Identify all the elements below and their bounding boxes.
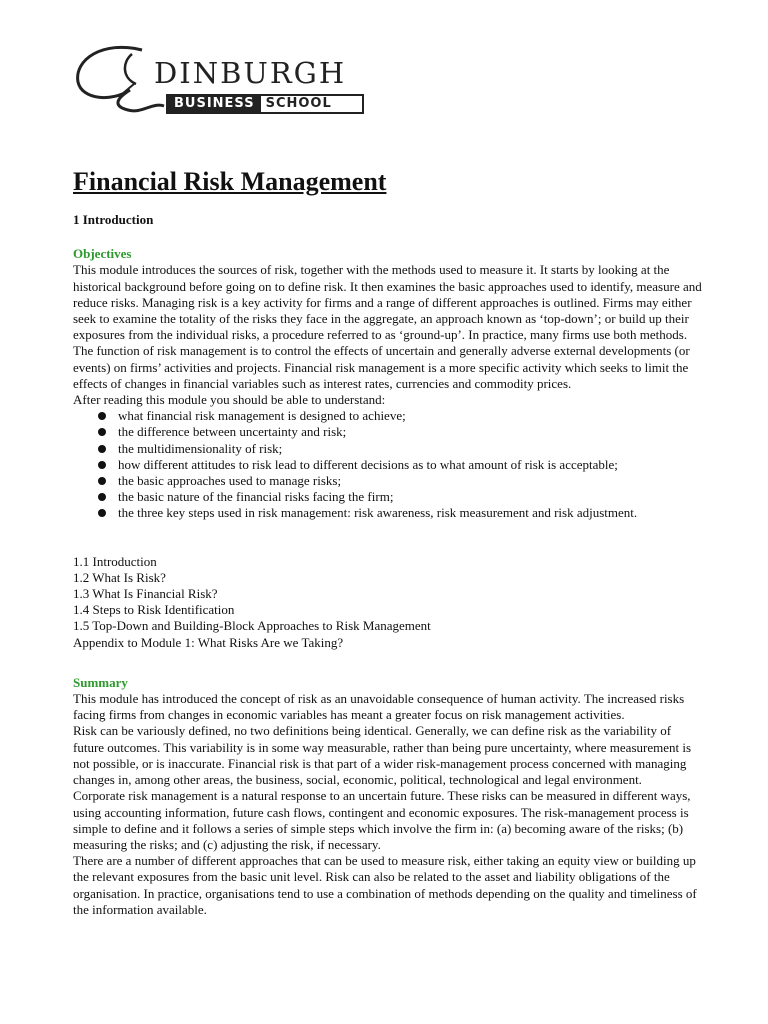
list-item: how different attitudes to risk lead to different decisions as to what amount of risk is acceptable; xyxy=(73,457,703,473)
toc-item: 1.2 What Is Risk? xyxy=(73,569,166,585)
objectives-paragraph: After reading this module you should be able to understand: xyxy=(73,392,386,408)
toc-item: 1.3 What Is Financial Risk? xyxy=(73,586,218,602)
objectives-heading: Objectives xyxy=(73,246,132,262)
list-item: the multidimensionality of risk; xyxy=(73,441,703,457)
summary-paragraph: There are a number of different approaches that can be used to measure risk, either taking an equity view or building up the relevant exposures from the basic unit level. Risk can also be related to the asset and liability obligations of the organisation. In practice, organisations tend to use a combination of methods depending on the quality and timeliness of the information available. xyxy=(73,853,697,917)
list-item: what financial risk management is designed to achieve; xyxy=(73,408,703,424)
document-title: Financial Risk Management xyxy=(73,167,387,196)
list-item: the basic approaches used to manage risks; xyxy=(73,473,703,489)
objectives-paragraph: The function of risk management is to control the effects of uncertain and generally adverse external developments (or events) on firms’ activities and projects. Financial risk management is a more specific activity which seeks to limit the effects of changes in financial variables such as interest rates, currencies and commodity prices. xyxy=(73,343,690,391)
toc-item: 1.4 Steps to Risk Identification xyxy=(73,602,235,618)
logo-wordmark: DINBURGH xyxy=(154,56,347,90)
list-item: the difference between uncertainty and risk; xyxy=(73,424,703,440)
objectives-paragraph: This module introduces the sources of risk, together with the methods used to measure it. It starts by looking at the historical background before going on to define risk. It then examines the basic approaches used to identify, measure and reduce risks. Managing risk is a key activity for firms and a range of different approaches is outlined. Firms may either seek to examine the totality of the risks they face in the aggregate, an approach known as ‘top-down’; or build up their exposures from the individual risks, a procedure referred to as ‘ground-up’. In practice, many firms use both methods. xyxy=(73,262,702,343)
table-of-contents xyxy=(73,554,703,651)
logo-bar xyxy=(166,94,364,114)
document-body xyxy=(73,166,703,918)
logo-school: SCHOOL xyxy=(265,96,332,111)
section-heading: 1 Introduction xyxy=(73,212,154,227)
summary-paragraph: Risk can be variously defined, no two definitions being identical. Generally, we can define risk as the variability of future outcomes. This variability is in some way measurable, rather than being pure uncertainty, where measurement is not possible, or is inaccurate. Financial risk is that part of a wider risk-management process concerned with managing changes in, among other areas, the business, social, economic, political, technological and legal environment. xyxy=(73,723,692,788)
toc-item: 1.1 Introduction xyxy=(73,553,157,569)
toc-item: 1.5 Top-Down and Building-Block Approaches to Risk Management xyxy=(73,618,431,634)
summary-paragraph: This module has introduced the concept of risk as an unavoidable consequence of human activity. The increased risks facing firms from changes in economic variables has meant a greater focus on risk management activities. xyxy=(73,691,685,723)
list-item: the three key steps used in risk management: risk awareness, risk measurement and risk adjustment. xyxy=(73,505,703,521)
summary-paragraph: Corporate risk management is a natural response to an uncertain future. These risks can be measured in different ways, using accounting information, future cash flows, contingent and economic exposures. The risk-management process is simple to define and it follows a series of simple steps which involve the firm in: (a) becoming aware of the risks; (b) measuring the risks; and (c) adjusting the risk, if necessary. xyxy=(73,788,691,852)
list-item: the basic nature of the financial risks facing the firm; xyxy=(73,489,703,505)
toc-item: Appendix to Module 1: What Risks Are we Taking? xyxy=(73,634,344,650)
logo-business: BUSINESS xyxy=(168,96,261,112)
objectives-list xyxy=(73,408,703,521)
edinburgh-business-school-logo xyxy=(72,40,372,120)
summary-heading: Summary xyxy=(73,674,128,690)
